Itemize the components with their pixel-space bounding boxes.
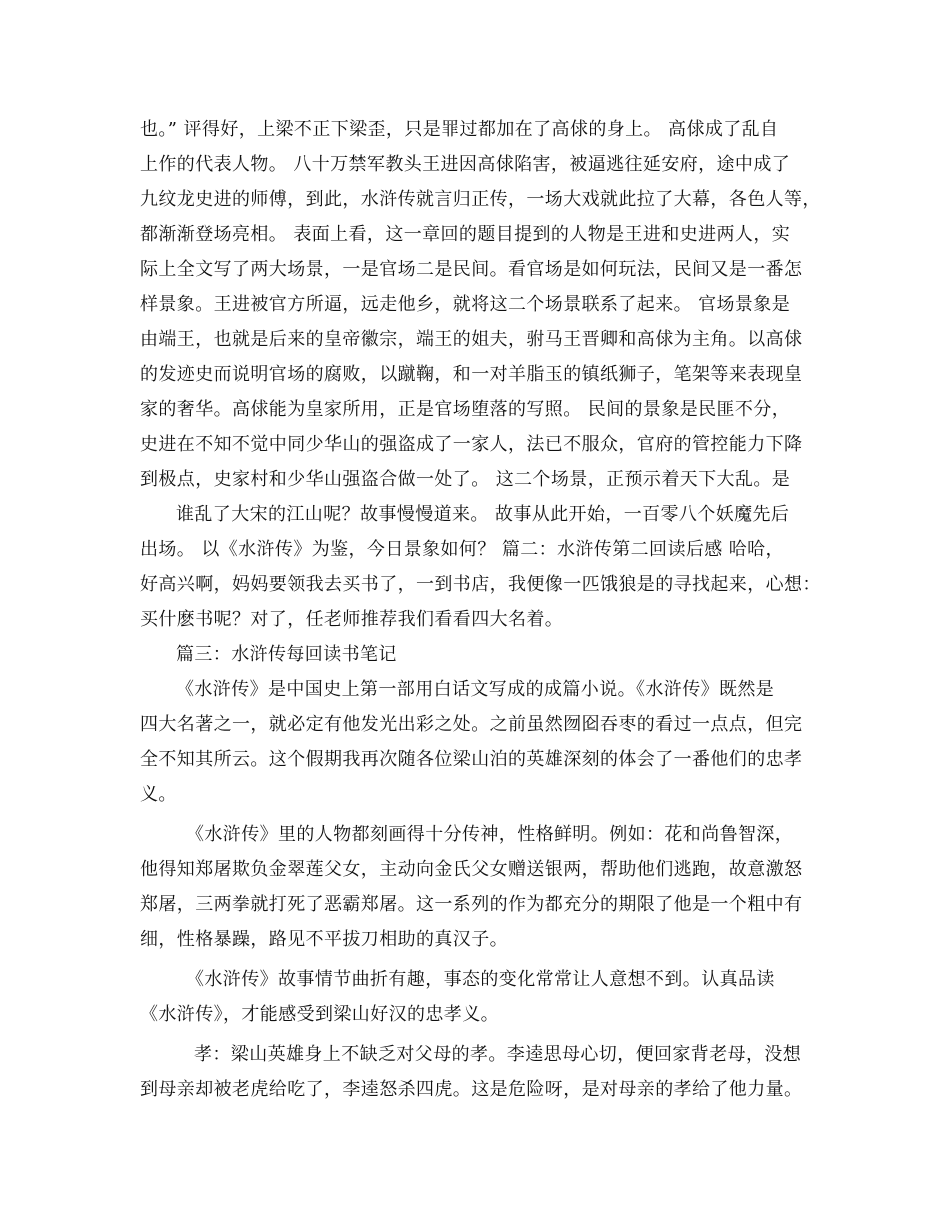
- text-line: 谁乱了大宋的江山呢？故事慢慢道来。 故事从此开始，一百零八个妖魔先后: [176, 504, 790, 525]
- text-line: 到极点，史家村和少华山强盗合做一处了。 这二个场景，正预示着天下大乱。是: [140, 469, 791, 490]
- text-line: 义。: [140, 784, 177, 805]
- text-line: 四大名著之一，就必定有他发光出彩之处。之前虽然囫囵吞枣的看过一点点，但完: [140, 714, 803, 735]
- text-line: 好高兴啊，妈妈要领我去买书了，一到书店，我便像一匹饿狼是的寻找起来，心想：: [140, 574, 821, 595]
- text-line: 由端王，也就是后来的皇帝徽宗，端王的姐夫，驸马王晋卿和高俅为主角。以高俅: [140, 329, 803, 350]
- text-line: 他得知郑屠欺负金翠莲父女，主动向金氏父女赠送银两，帮助他们逃跑，故意激怒: [140, 859, 803, 880]
- text-line: 孝：梁山英雄身上不缺乏对父母的孝。李逵思母心切，便回家背老母，没想: [194, 1044, 802, 1065]
- text-line: 也。” 评得好，上梁不正下梁歪，只是罪过都加在了高俅的身上。 高俅成了乱自: [140, 119, 779, 140]
- text-line: 全不知其所云。这个假期我再次随各位梁山泊的英雄深刻的体会了一番他们的忠孝: [140, 749, 803, 770]
- text-line: 《水浒传》故事情节曲折有趣，事态的变化常常让人意想不到。认真品读: [186, 969, 775, 990]
- text-line: 家的奢华。高俅能为皇家所用，正是官场堕落的写照。 民间的景象是民匪不分，: [140, 399, 791, 420]
- text-line: 细，性格暴躁，路见不平拔刀相助的真汉子。: [140, 929, 508, 950]
- text-line: 《水浒传》，才能感受到梁山好汉的忠孝义。: [140, 1004, 499, 1025]
- text-line: 样景象。王进被官方所逼，远走他乡，就将这二个场景联系了起来。 官场景象是: [140, 294, 791, 315]
- text-line: 都渐渐登场亮相。 表面上看，这一章回的题目提到的人物是王进和史进两人，实: [140, 224, 791, 245]
- text-line: 《水浒传》是中国史上第一部用白话文写成的成篇小说。《水浒传》既然是: [176, 679, 775, 700]
- text-line: 郑屠，三两拳就打死了恶霸郑屠。这一系列的作为都充分的期限了他是一个粗中有: [140, 894, 803, 915]
- text-line: 《水浒传》里的人物都刻画得十分传神，性格鲜明。例如：花和尚鲁智深，: [186, 824, 794, 845]
- text-line: 的发迹史而说明官场的腐败，以蹴鞠，和一对羊脂玉的镇纸狮子，笔架等来表现皇: [140, 364, 803, 385]
- text-line: 史进在不知不觉中同少华山的强盗成了一家人，法已不服众，官府的管控能力下降: [140, 434, 803, 455]
- text-line: 际上全文写了两大场景，一是官场二是民间。看官场是如何玩法，民间又是一番怎: [140, 259, 803, 280]
- text-line: 上作的代表人物。 八十万禁军教头王进因高俅陷害，被逼逃往延安府，途中成了: [140, 154, 791, 175]
- text-line: 出场。 以《水浒传》为鉴，今日景象如何？ 篇二：水浒传第二回读后感 哈哈，: [140, 539, 784, 560]
- section-heading: 篇三：水浒传每回读书笔记: [176, 644, 397, 665]
- text-line: 九纹龙史进的师傅，到此，水浒传就言归正传，一场大戏就此拉了大幕，各色人等，: [140, 189, 821, 210]
- text-line: 到母亲却被老虎给吃了，李逵怒杀四虎。这是危险呀，是对母亲的孝给了他力量。: [140, 1079, 803, 1100]
- text-line: 买什麽书呢？对了，任老师推荐我们看看四大名着。: [140, 609, 564, 630]
